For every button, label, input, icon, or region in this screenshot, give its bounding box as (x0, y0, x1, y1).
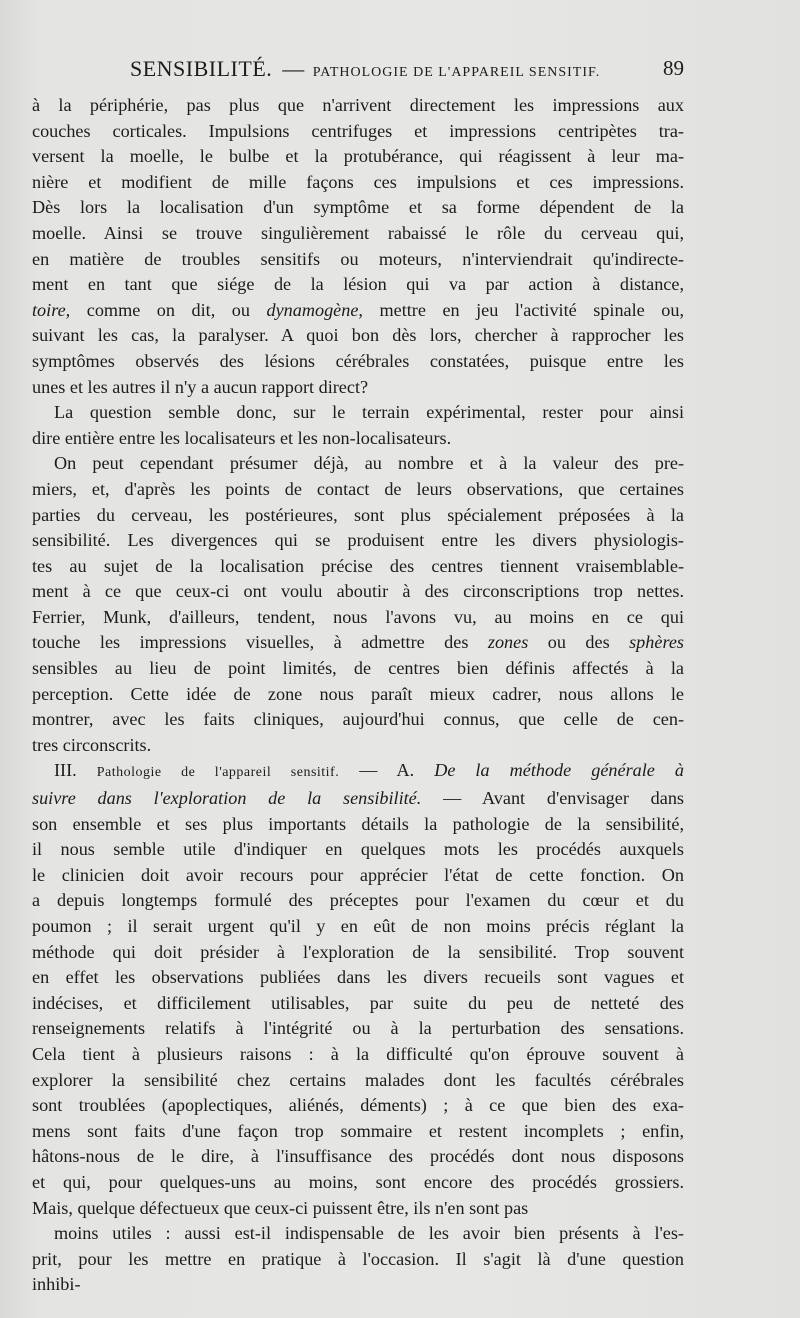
section-heading: Pathologie de l'appareil sensitif. (96, 765, 340, 781)
text-line: sont troublées (apoplectiques, aliénés, déments) ; à ce que bien des exa- (32, 1095, 684, 1116)
page-number: 89 (663, 56, 684, 80)
text-line: renseignements relatifs à l'intégrité ou à la perturbation des sensations. (32, 1018, 684, 1039)
text-line: sensibilité. Les divergences qui se produisent entre les divers physiologis- (32, 530, 684, 551)
text-line: touche les impressions visuelles, à admettre des zones ou des sphères (32, 632, 684, 653)
text-line: ment à ce que ceux-ci ont voulu aboutir à des circonscriptions trop nettes. (32, 581, 684, 602)
italic-term: zones (487, 632, 529, 653)
paragraph (32, 1221, 684, 1298)
italic-heading: De la méthode générale à (434, 760, 685, 781)
text-line: III. Pathologie de l'appareil sensitif. — A. De la méthode générale à (54, 760, 685, 781)
text-line: dire entière entre les localisateurs et les non-localisateurs. (32, 427, 452, 448)
body-text (32, 93, 684, 1298)
text-line: prit, pour les mettre en pratique à l'occasion. Il s'agit là d'une question (32, 1248, 684, 1269)
italic-term: sphères (629, 632, 684, 653)
text-line: méthode qui doit présider à l'exploration de la sensibilité. Trop souvent (32, 941, 684, 962)
text-line: son ensemble et ses plus importants détails la pathologie de la sensibilité, (32, 813, 684, 834)
paragraph (32, 758, 684, 1221)
text-line: mens sont faits d'une façon trop sommaire et restent incomplets ; enfin, (32, 1120, 684, 1141)
text-line: il nous semble utile d'indiquer en quelques mots les procédés auxquels (32, 839, 684, 860)
text-line: toire, comme on dit, ou dynamogène, mettre en jeu l'activité spinale ou, (32, 299, 684, 320)
italic-heading: suivre dans l'exploration de la sensibilité. (32, 788, 422, 809)
text-line: tes au sujet de la localisation précise des centres tiennent vraisemblable- (32, 555, 684, 576)
text-line: suivant les cas, la paralyser. A quoi bon dès lors, chercher à rapprocher les (32, 325, 684, 346)
paragraph (32, 451, 684, 758)
section-number: III. (54, 760, 77, 781)
text-line: unes et les autres il n'y a aucun rapport direct? (32, 376, 369, 397)
text-line: suivre dans l'exploration de la sensibilité. — Avant d'envisager dans (32, 788, 684, 809)
text-line: à la périphérie, pas plus que n'arrivent directement les impressions aux (32, 95, 684, 115)
text-line: tres circonscrits. (32, 734, 152, 755)
text-line: a depuis longtemps formulé des préceptes pour l'examen du cœur et du (32, 890, 684, 911)
paragraph (32, 93, 684, 400)
text-line: couches corticales. Impulsions centrifuges et impressions centripètes tra- (32, 120, 684, 141)
text-line: nière et modifient de mille façons ces impulsions et ces impressions. (32, 171, 684, 192)
text-line: parties du cerveau, les postérieures, sont plus spécialement préposées à la (32, 504, 684, 525)
text-line: moins utiles : aussi est-il indispensable de les avoir bien présents à l'es- (54, 1223, 684, 1244)
text-line: ment en tant que siége de la lésion qui va par action à distance, (32, 274, 684, 295)
text-line: Dès lors la localisation d'un symptôme et sa forme dépendent de la (32, 197, 684, 218)
section-title: PATHOLOGIE DE L'APPAREIL SENSITIF. (312, 65, 601, 80)
text-line: et qui, pour quelques-uns au moins, sont encore des procédés grossiers. (32, 1171, 684, 1192)
italic-term: dynamogène, (266, 299, 363, 320)
text-line: versent la moelle, le bulbe et la protubérance, qui réagissent à leur ma- (32, 146, 684, 167)
text-line: La question semble donc, sur le terrain expérimental, rester pour ainsi (54, 402, 684, 423)
text-line: poumon ; il serait urgent qu'il y en eût de non moins précis réglant la (32, 916, 684, 936)
text-line: le clinicien doit avoir recours pour apprécier l'état de cette fonction. On (32, 864, 684, 885)
running-header (32, 56, 684, 86)
text-line: miers, et, d'après les points de contact de leurs observations, que certaines (32, 478, 684, 499)
paragraph (32, 400, 684, 451)
chapter-title: SENSIBILITÉ. (130, 56, 273, 81)
italic-term: toire, (32, 299, 71, 320)
running-title (130, 56, 600, 82)
text-line: Ferrier, Munk, d'ailleurs, tendent, nous l'avons vu, au moins en ce qui (32, 606, 684, 627)
text-line: Cela tient à plusieurs raisons : à la difficulté qu'on éprouve souvent à (32, 1043, 684, 1064)
text-line: en effet les observations publiées dans les divers recueils sont vagues et (32, 967, 684, 988)
text-line: sensibles au lieu de point limités, de centres bien définis affectés à la (32, 658, 684, 679)
text-line: On peut cependant présumer déjà, au nombre et à la valeur des pre- (54, 453, 684, 474)
text-line: perception. Cette idée de zone nous paraît mieux cadrer, nous allons le (32, 683, 684, 704)
text-line: indécises, et difficilement utilisables, par suite du peu de netteté des (32, 992, 684, 1013)
text-line: montrer, avec les faits cliniques, aujourd'hui connus, que celle de cen- (32, 709, 684, 730)
text-line: inhibi- (32, 1274, 81, 1295)
text-line: hâtons-nous de le dire, à l'insuffisance des procédés dont nous disposons (32, 1146, 684, 1167)
text-line: symptômes observés des lésions cérébrales constatées, puisque entre les (32, 350, 684, 371)
header-dash: — (282, 56, 305, 81)
text-line: en matière de troubles sensitifs ou moteurs, n'interviendrait qu'indirecte- (32, 248, 684, 269)
text-line: Mais, quelque défectueux que ceux-ci puissent être, ils n'en sont pas (32, 1197, 529, 1218)
text-line: explorer la sensibilité chez certains malades dont les facultés cérébrales (32, 1069, 684, 1090)
text-line: moelle. Ainsi se trouve singulièrement rabaissé le rôle du cerveau qui, (32, 222, 684, 243)
